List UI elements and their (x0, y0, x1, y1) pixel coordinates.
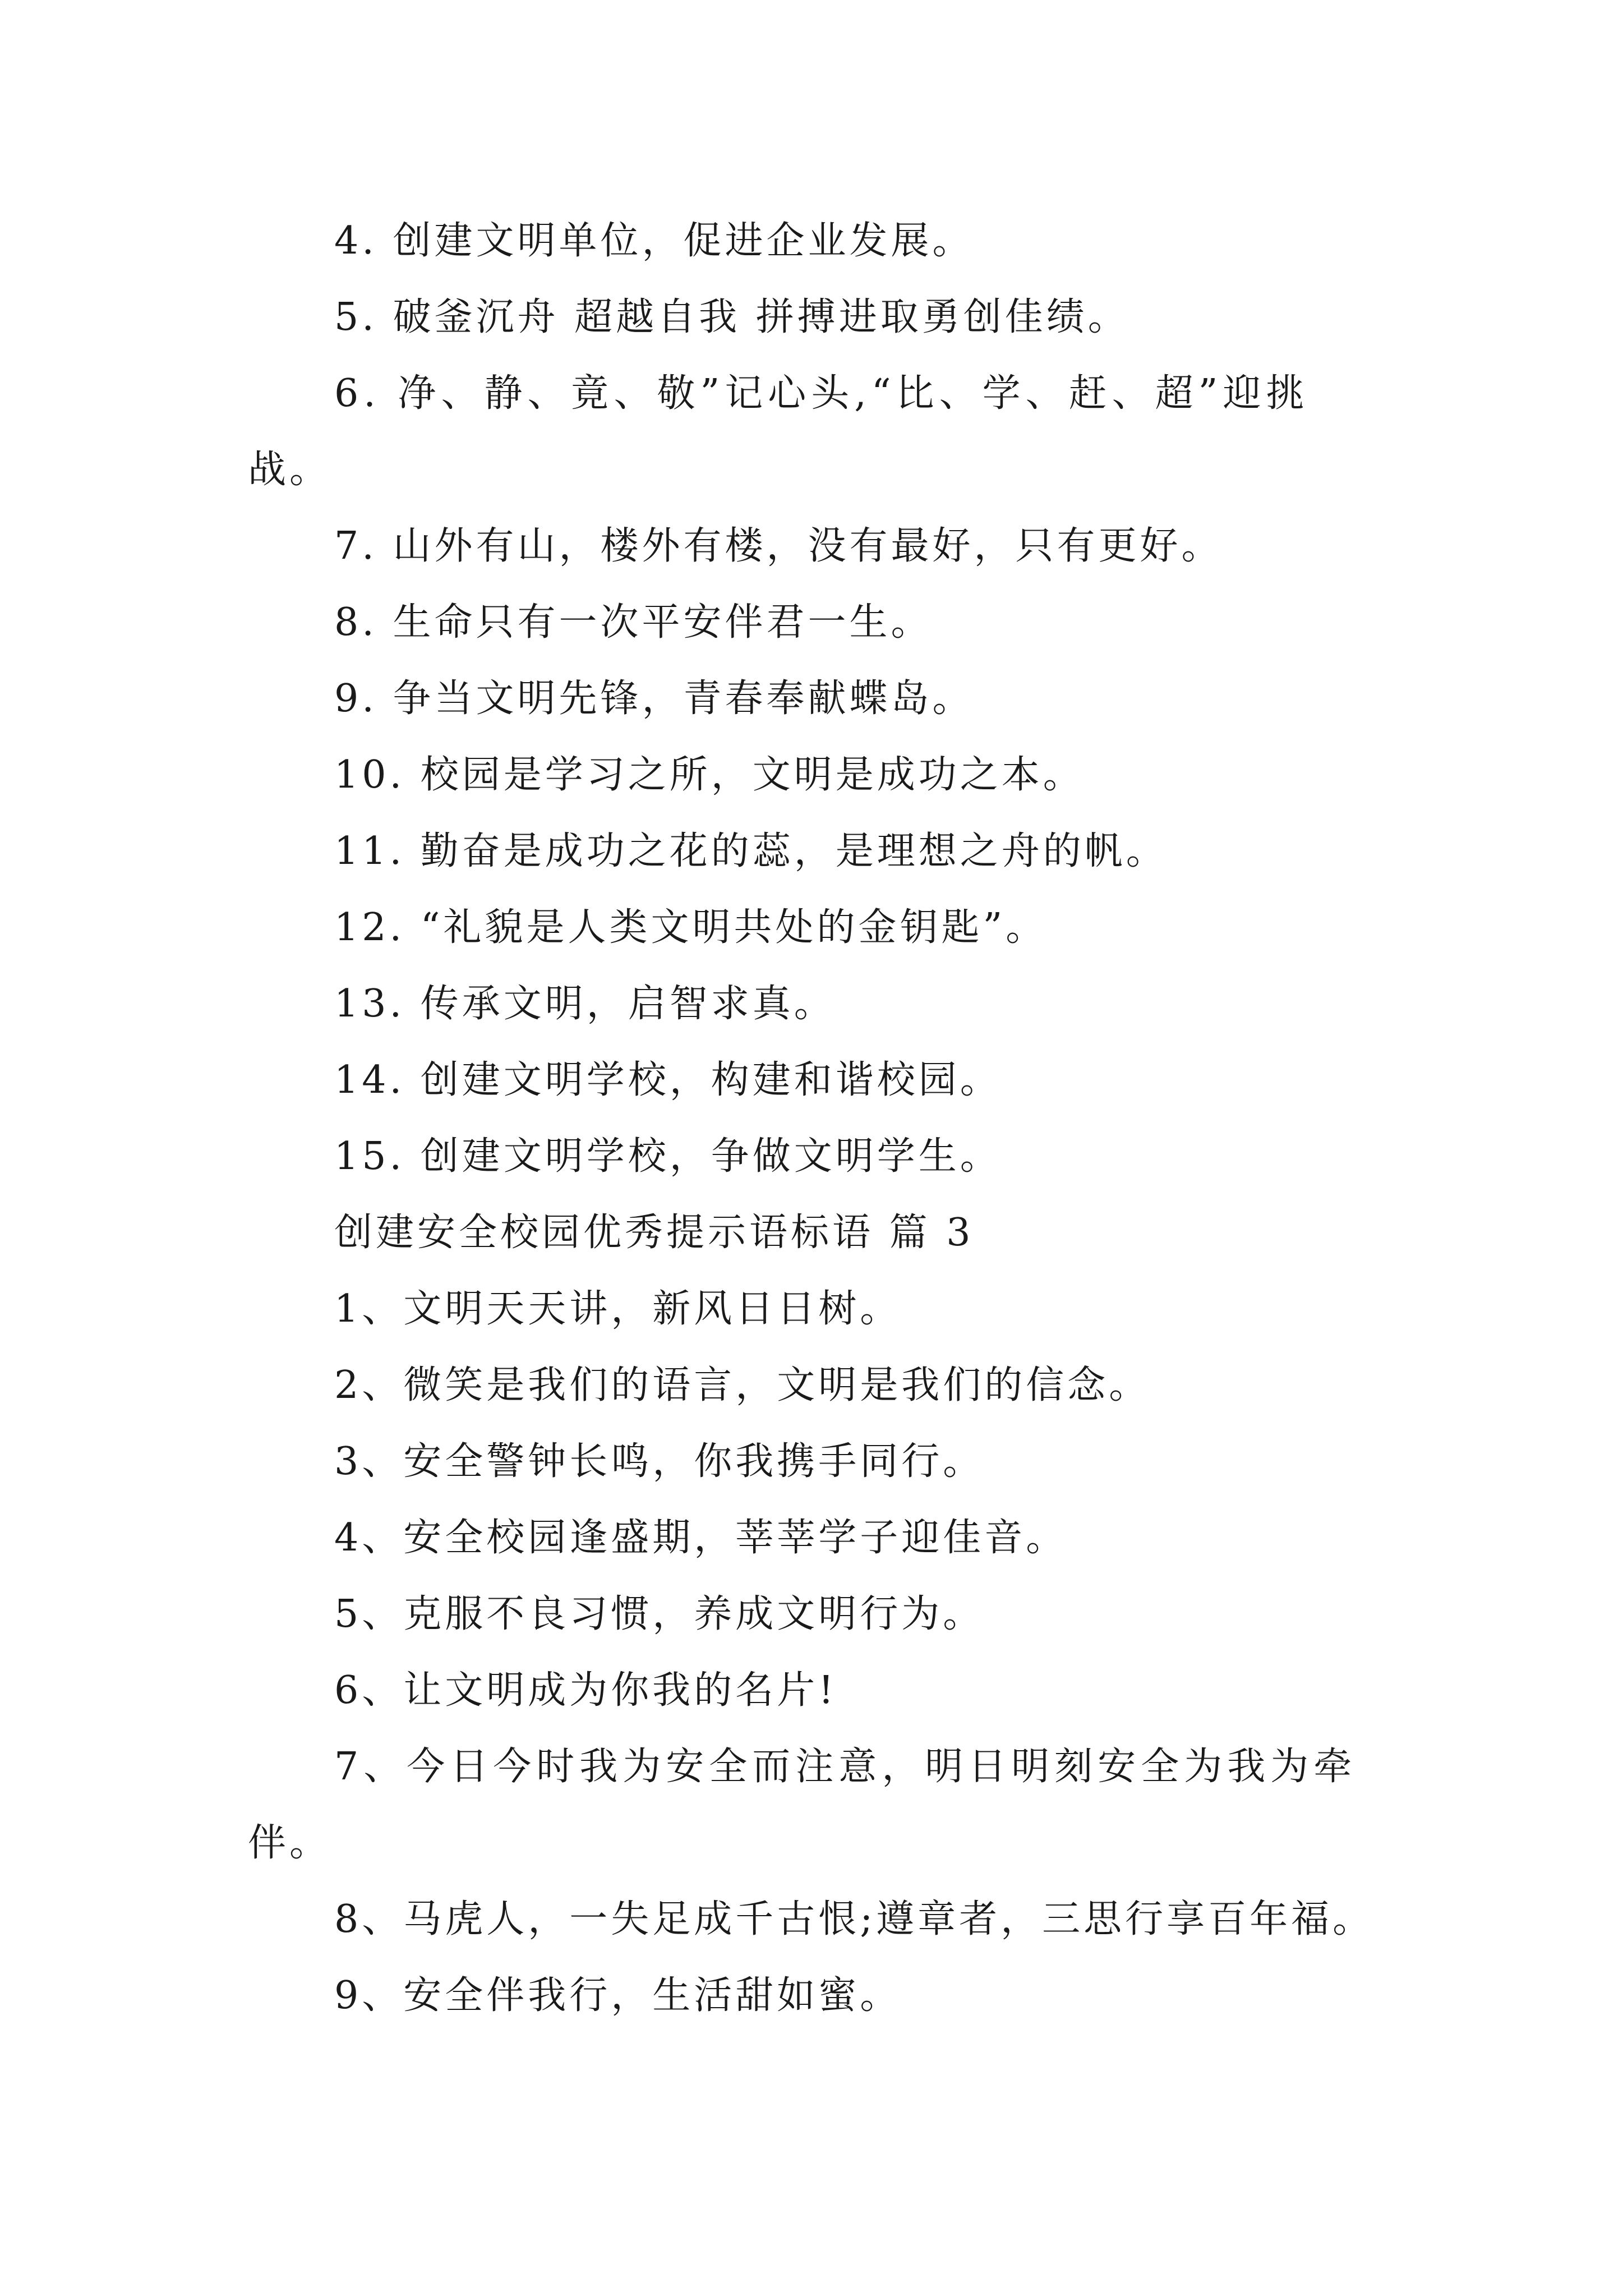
slogan-line: 6. 净、静、竟、敬”记心头,“比、学、赶、超”迎挑 (334, 371, 1310, 416)
slogan-line: 4. 创建文明单位，促进企业发展。 (334, 219, 974, 263)
slogan-line: 1、文明天天讲，新风日日树。 (334, 1287, 902, 1331)
slogan-line: 4、安全校园逢盛期，莘莘学子迎佳音。 (334, 1516, 1068, 1560)
slogan-line: 6、让文明成为你我的名片! (334, 1668, 837, 1713)
slogan-line: 14. 创建文明学校，构建和谐校园。 (334, 1058, 1002, 1102)
slogan-line: 13. 传承文明，启智求真。 (334, 982, 836, 1026)
slogan-line: 3、安全警钟长鸣，你我携手同行。 (334, 1439, 985, 1484)
slogan-line: 7、今日今时我为安全而注意，明日明刻安全为我为牵 (334, 1745, 1357, 1789)
slogan-line: 7. 山外有山，楼外有楼，没有最好，只有更好。 (334, 524, 1223, 568)
slogan-line: 5、克服不良习惯，养成文明行为。 (334, 1592, 985, 1636)
document-body (248, 203, 1381, 2034)
slogan-line: 11. 勤奋是成功之花的蕊，是理想之舟的帆。 (334, 829, 1168, 873)
slogan-line-continuation: 伴。 (248, 1821, 331, 1865)
slogan-line: 8、马虎人，一失足成千古恨;遵章者，三思行享百年福。 (334, 1897, 1375, 1941)
slogan-line: 12. “礼貌是人类文明共处的金钥匙”。 (334, 905, 1048, 950)
slogan-line: 9、安全伴我行，生活甜如蜜。 (334, 1973, 902, 2018)
section-heading: 创建安全校园优秀提示语标语 篇 3 (334, 1211, 974, 1255)
slogan-line: 10. 校园是学习之所，文明是成功之本。 (334, 753, 1085, 797)
slogan-line: 2、微笑是我们的语言，文明是我们的信念。 (334, 1363, 1151, 1407)
slogan-line-continuation: 战。 (248, 448, 331, 492)
slogan-line: 15. 创建文明学校，争做文明学生。 (334, 1134, 1002, 1179)
slogan-line: 5. 破釜沉舟 超越自我 拼搏进取勇创佳绩。 (334, 295, 1129, 339)
slogan-line: 8. 生命只有一次平安伴君一生。 (334, 600, 933, 645)
slogan-line: 9. 争当文明先锋，青春奉献蝶岛。 (334, 677, 974, 721)
